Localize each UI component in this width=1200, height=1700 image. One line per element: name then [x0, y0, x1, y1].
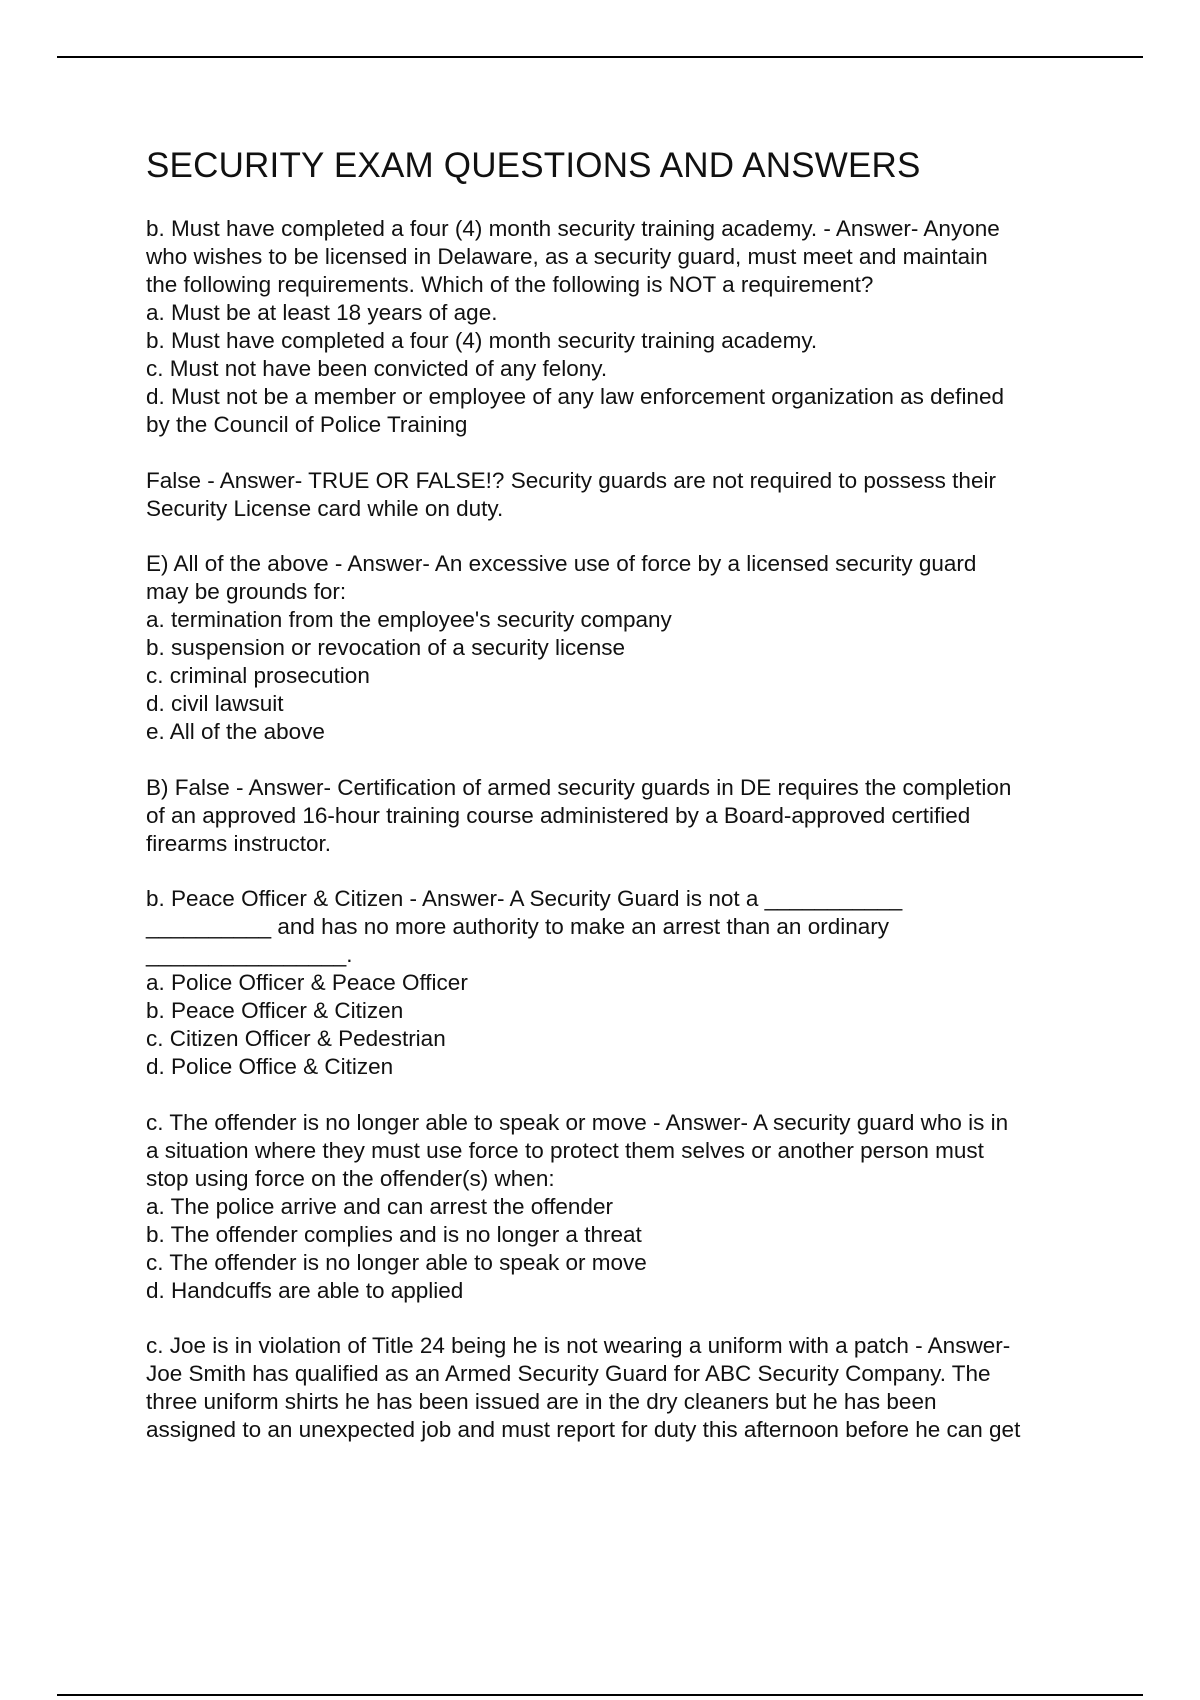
- text-line: d. Handcuffs are able to applied: [146, 1277, 464, 1303]
- bottom-rule: [57, 1694, 1143, 1696]
- text-line: c. Must not have been convicted of any felony.: [146, 356, 608, 381]
- top-rule: [57, 56, 1143, 58]
- text-line: b. Peace Officer & Citizen - Answer- A Security Guard is not a ___________: [146, 886, 903, 911]
- text-line: a. Must be at least 18 years of age.: [146, 300, 498, 325]
- text-line: b. Must have completed a four (4) month security training academy. - Answer- Anyone: [146, 216, 1000, 241]
- qa-block: [146, 550, 1096, 746]
- text-line: c. The offender is no longer able to speak or move: [146, 1249, 647, 1275]
- text-line: b. Must have completed a four (4) month security training academy.: [146, 328, 818, 353]
- text-line: stop using force on the offender(s) when:: [146, 1165, 555, 1191]
- qa-block: [146, 774, 1096, 858]
- text-line: Joe Smith has qualified as an Armed Security Guard for ABC Security Company. The: [146, 1361, 991, 1386]
- qa-block: [146, 1109, 1096, 1305]
- text-line: of an approved 16-hour training course administered by a Board-approved certified: [146, 802, 971, 828]
- text-line: the following requirements. Which of the following is NOT a requirement?: [146, 272, 874, 297]
- text-line: a. termination from the employee's security company: [146, 607, 672, 632]
- text-line: d. Police Office & Citizen: [146, 1054, 394, 1079]
- qa-block: [146, 1332, 1096, 1444]
- qa-block: [146, 885, 1096, 1081]
- text-line: c. Joe is in violation of Title 24 being he is not wearing a uniform with a patch - Answer-: [146, 1333, 1011, 1358]
- text-line: assigned to an unexpected job and must report for duty this afternoon before he can get: [146, 1417, 1021, 1442]
- text-line: a. The police arrive and can arrest the offender: [146, 1193, 613, 1219]
- text-line: three uniform shirts he has been issued are in the dry cleaners but he has been: [146, 1389, 937, 1414]
- text-line: B) False - Answer- Certification of armed security guards in DE requires the completion: [146, 774, 1012, 800]
- text-line: d. Must not be a member or employee of any law enforcement organization as defined: [146, 384, 1004, 409]
- text-line: who wishes to be licensed in Delaware, as a security guard, must meet and maintain: [146, 244, 988, 269]
- text-line: firearms instructor.: [146, 830, 332, 856]
- text-line: b. Peace Officer & Citizen: [146, 998, 404, 1023]
- text-line: b. suspension or revocation of a security license: [146, 635, 626, 660]
- text-line: c. The offender is no longer able to speak or move - Answer- A security guard who is in: [146, 1109, 1009, 1135]
- text-line: b. The offender complies and is no longer a threat: [146, 1221, 642, 1247]
- text-line: False - Answer- TRUE OR FALSE!? Security guards are not required to possess their: [146, 467, 996, 493]
- qa-list: [146, 215, 1096, 1444]
- text-line: may be grounds for:: [146, 579, 347, 604]
- text-line: ________________.: [146, 942, 353, 967]
- qa-block: [146, 467, 1096, 523]
- text-line: e. All of the above: [146, 719, 325, 744]
- text-line: c. criminal prosecution: [146, 663, 370, 688]
- text-line: Security License card while on duty.: [146, 495, 504, 521]
- text-line: E) All of the above - Answer- An excessive use of force by a licensed security guard: [146, 551, 977, 576]
- text-line: __________ and has no more authority to make an arrest than an ordinary: [146, 914, 889, 939]
- text-line: d. civil lawsuit: [146, 691, 284, 716]
- page-content: [146, 142, 1096, 1472]
- text-line: a situation where they must use force to protect them selves or another person must: [146, 1137, 984, 1163]
- text-line: c. Citizen Officer & Pedestrian: [146, 1026, 446, 1051]
- text-line: a. Police Officer & Peace Officer: [146, 970, 468, 995]
- page-title: SECURITY EXAM QUESTIONS AND ANSWERS: [146, 146, 921, 185]
- qa-block: [146, 215, 1096, 439]
- text-line: by the Council of Police Training: [146, 412, 468, 437]
